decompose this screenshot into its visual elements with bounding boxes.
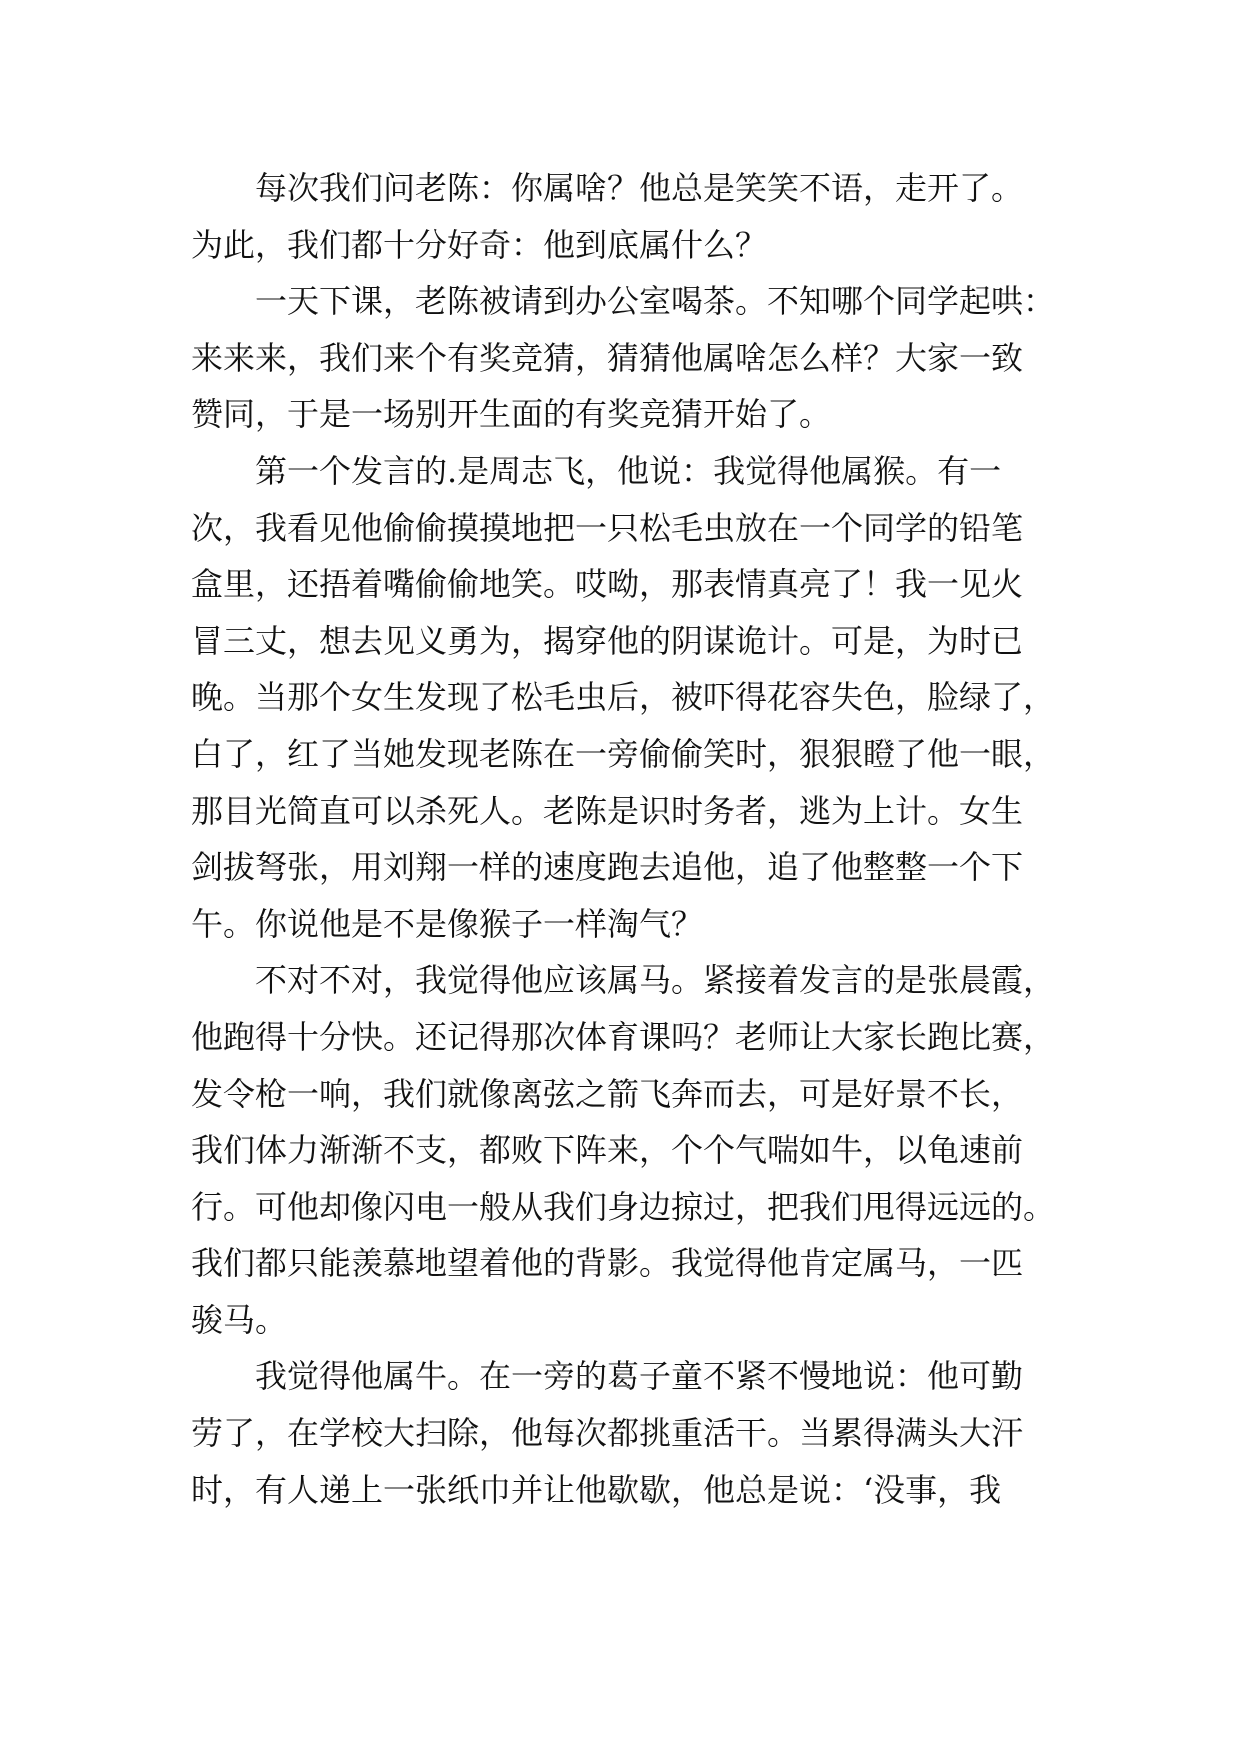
text-line: 次，我看见他偷偷摸摸地把一只松毛虫放在一个同学的铅笔 (191, 508, 1024, 547)
text-line: 赞同，于是一场别开生面的有奖竞猜开始了。 (191, 395, 832, 434)
text-line: 第一个发言的.是周志飞，他说：我觉得他属猴。有一 (255, 451, 1002, 490)
text-line: 冒三丈，想去见义勇为，揭穿他的阴谋诡计。可是，为时已 (191, 621, 1024, 660)
text-line: 午。你说他是不是像猴子一样淘气？ (191, 904, 704, 943)
body-text (191, 160, 1071, 1518)
text-line: 发令枪一响，我们就像离弦之箭飞奔而去，可是好景不长， (191, 1074, 1024, 1113)
text-line: 我们都只能羡慕地望着他的背影。我觉得他肯定属马，一匹 (191, 1244, 1024, 1283)
text-line: 来来来，我们来个有奖竞猜，猜猜他属啥怎么样？大家一致 (191, 338, 1024, 377)
text-line: 他跑得十分快。还记得那次体育课吗？老师让大家长跑比赛， (191, 1017, 1056, 1056)
text-line: 一天下课，老陈被请到办公室喝茶。不知哪个同学起哄： (255, 282, 1056, 321)
text-line: 剑拔弩张，用刘翔一样的速度跑去追他，追了他整整一个下 (191, 848, 1024, 887)
text-line: 白了，红了当她发现老陈在一旁偷偷笑时，狠狠瞪了他一眼， (191, 734, 1056, 773)
text-line: 盒里，还捂着嘴偷偷地笑。哎呦，那表情真亮了！我一见火 (191, 565, 1024, 604)
text-line: 劳了，在学校大扫除，他每次都挑重活干。当累得满头大汗 (191, 1414, 1024, 1453)
text-line: 我觉得他属牛。在一旁的葛子童不紧不慢地说：他可勤 (255, 1357, 1024, 1396)
text-line: 那目光简直可以杀死人。老陈是识时务者，逃为上计。女生 (191, 791, 1024, 830)
text-line: 时，有人递上一张纸巾并让他歇歇，他总是说：‘没事，我 (191, 1470, 1002, 1509)
text-line: 骏马。 (191, 1300, 288, 1339)
text-line: 晚。当那个女生发现了松毛虫后，被吓得花容失色，脸绿了， (191, 678, 1056, 717)
text-line: 为此，我们都十分好奇：他到底属什么？ (191, 225, 768, 264)
text-line: 每次我们问老陈：你属啥？他总是笑笑不语，走开了。 (255, 169, 1024, 207)
text-line: 行。可他却像闪电一般从我们身边掠过，把我们甩得远远的。 (191, 1187, 1056, 1226)
text-line: 我们体力渐渐不支，都败下阵来，个个气喘如牛，以龟速前 (191, 1131, 1024, 1170)
text-line: 不对不对，我觉得他应该属马。紧接着发言的是张晨霞， (255, 961, 1056, 1000)
